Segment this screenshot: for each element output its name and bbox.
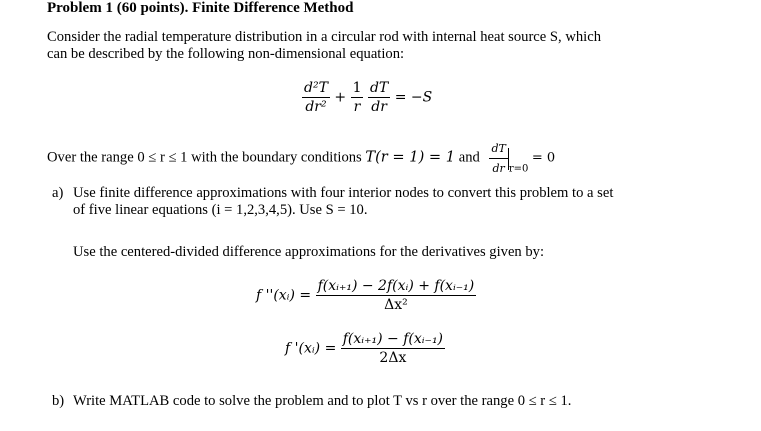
second-derivative-fraction bbox=[302, 80, 330, 115]
formula2-fraction bbox=[341, 331, 445, 366]
formula1-denominator: Δx² bbox=[384, 297, 408, 313]
part-a-label: a) bbox=[52, 185, 64, 201]
problem-title: Problem 1 (60 points). Finite Difference Method bbox=[47, 0, 354, 16]
governing-equation bbox=[302, 80, 432, 115]
dr: dr bbox=[371, 99, 387, 115]
bc-eq0: = 0 bbox=[531, 150, 556, 166]
first-derivative-formula bbox=[285, 331, 445, 366]
d2T: d²T bbox=[304, 80, 328, 96]
second-derivative-formula bbox=[256, 278, 476, 313]
and-text: and bbox=[458, 149, 480, 166]
bc-dT: dT bbox=[489, 140, 507, 159]
formula1-fraction bbox=[316, 278, 477, 313]
formula2-lhs: f '(xᵢ) = bbox=[285, 340, 337, 357]
range-text: Over the range 0 ≤ r ≤ 1 with the boundary conditions bbox=[47, 149, 362, 166]
formula2-numerator: f(xᵢ₊₁) − f(xᵢ₋₁) bbox=[342, 331, 444, 347]
boundary-conditions-line bbox=[47, 140, 555, 178]
part-a-line-2: of five linear equations (i = 1,2,3,4,5). Use S = 10. bbox=[73, 202, 368, 218]
r: r bbox=[353, 99, 361, 115]
bc-derivative-fraction bbox=[489, 140, 507, 177]
bc-dr: dr bbox=[492, 162, 505, 175]
bc-at: r=0 bbox=[508, 163, 529, 175]
part-a-line-3: Use the centered-divided difference approximations for the derivatives given by: bbox=[73, 244, 545, 260]
rhs: = −S bbox=[394, 89, 433, 106]
dT: dT bbox=[369, 80, 389, 96]
part-a-line-1: Use finite difference approximations with four interior nodes to convert this problem to a set bbox=[73, 185, 614, 201]
formula2-denominator: 2Δx bbox=[379, 350, 407, 366]
dr2: dr² bbox=[305, 99, 327, 115]
bc-derivative bbox=[489, 140, 555, 178]
one-over-r-fraction bbox=[351, 80, 364, 115]
intro-line-1: Consider the radial temperature distribution in a circular rod with internal heat source S, which bbox=[47, 29, 601, 45]
formula1-numerator: f(xᵢ₊₁) − 2f(xᵢ) + f(xᵢ₋₁) bbox=[317, 278, 475, 294]
formula1-lhs: f ''(xᵢ) = bbox=[256, 287, 312, 304]
bc-temperature: T(r = 1) = 1 bbox=[365, 148, 456, 166]
plus-sign: + bbox=[334, 89, 347, 106]
part-b-line-1: Write MATLAB code to solve the problem and to plot T vs r over the range 0 ≤ r ≤ 1. bbox=[73, 393, 572, 409]
intro-line-2: can be described by the following non-dimensional equation: bbox=[47, 46, 405, 62]
one: 1 bbox=[352, 80, 362, 96]
part-b-label: b) bbox=[52, 393, 65, 409]
first-derivative-fraction bbox=[368, 80, 390, 115]
